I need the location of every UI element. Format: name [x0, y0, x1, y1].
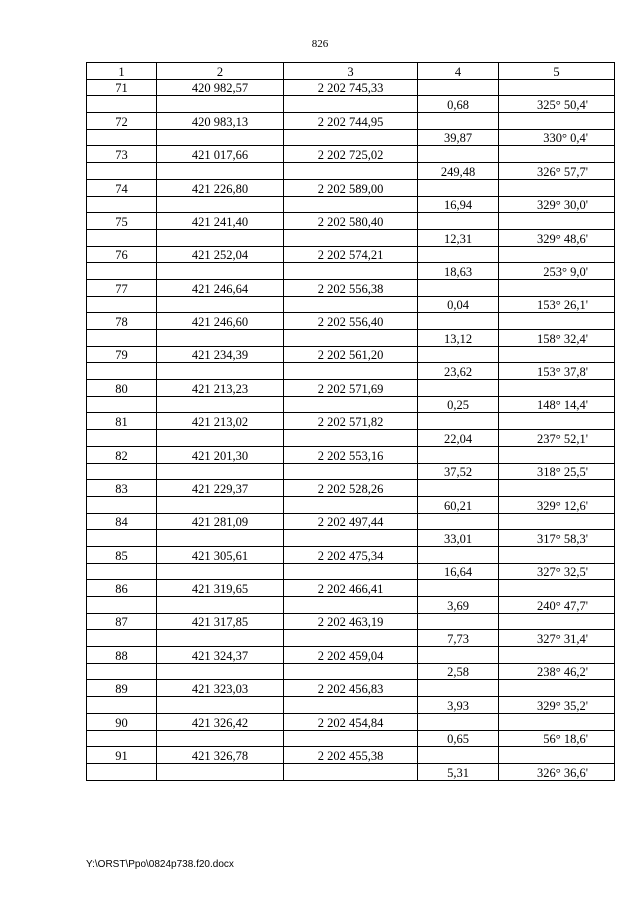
bearing-cell [499, 113, 615, 130]
x-coordinate-cell: 421 326,42 [157, 713, 284, 730]
distance-cell [418, 513, 499, 530]
x-coordinate-cell: 421 246,64 [157, 279, 284, 296]
y-coordinate-cell [284, 263, 418, 280]
bearing-cell: 56° 18,6' [499, 730, 615, 747]
coordinates-table [86, 62, 615, 781]
bearing-cell [499, 313, 615, 330]
point-number-cell: 88 [87, 647, 157, 664]
table-row [87, 163, 615, 180]
point-number-cell [87, 530, 157, 547]
table-row [87, 480, 615, 497]
point-number-cell [87, 263, 157, 280]
x-coordinate-cell: 421 213,02 [157, 413, 284, 430]
bearing-cell: 238° 46,2' [499, 663, 615, 680]
point-number-cell: 90 [87, 713, 157, 730]
x-coordinate-cell [157, 330, 284, 347]
point-number-cell [87, 563, 157, 580]
distance-cell: 33,01 [418, 530, 499, 547]
bearing-cell: 148° 14,4' [499, 396, 615, 413]
point-number-cell: 76 [87, 246, 157, 263]
table-row [87, 279, 615, 296]
point-number-cell: 79 [87, 346, 157, 363]
y-coordinate-cell: 2 202 556,38 [284, 279, 418, 296]
x-coordinate-cell: 420 983,13 [157, 113, 284, 130]
bearing-cell [499, 179, 615, 196]
bearing-cell: 318° 25,5' [499, 463, 615, 480]
bearing-cell: 327° 31,4' [499, 630, 615, 647]
x-coordinate-cell: 421 252,04 [157, 246, 284, 263]
x-coordinate-cell: 421 324,37 [157, 647, 284, 664]
y-coordinate-cell [284, 330, 418, 347]
table-row [87, 79, 615, 96]
y-coordinate-cell [284, 563, 418, 580]
distance-cell: 16,64 [418, 563, 499, 580]
bearing-cell: 153° 37,8' [499, 363, 615, 380]
table-row [87, 129, 615, 146]
x-coordinate-cell [157, 763, 284, 780]
y-coordinate-cell [284, 730, 418, 747]
x-coordinate-cell [157, 96, 284, 113]
distance-cell: 37,52 [418, 463, 499, 480]
table-row [87, 563, 615, 580]
table-row [87, 546, 615, 563]
x-coordinate-cell: 421 017,66 [157, 146, 284, 163]
point-number-cell [87, 430, 157, 447]
distance-cell: 3,93 [418, 697, 499, 714]
point-number-cell [87, 163, 157, 180]
y-coordinate-cell [284, 196, 418, 213]
table-row [87, 747, 615, 764]
bearing-cell: 329° 30,0' [499, 196, 615, 213]
x-coordinate-cell: 421 317,85 [157, 613, 284, 630]
bearing-cell [499, 380, 615, 397]
bearing-cell [499, 279, 615, 296]
y-coordinate-cell [284, 630, 418, 647]
table-row [87, 96, 615, 113]
point-number-cell: 72 [87, 113, 157, 130]
bearing-cell [499, 213, 615, 230]
table-row [87, 630, 615, 647]
bearing-cell [499, 146, 615, 163]
table-row [87, 680, 615, 697]
point-number-cell [87, 697, 157, 714]
x-coordinate-cell: 421 323,03 [157, 680, 284, 697]
bearing-cell [499, 246, 615, 263]
bearing-cell: 153° 26,1' [499, 296, 615, 313]
x-coordinate-cell [157, 229, 284, 246]
table-row [87, 713, 615, 730]
distance-cell: 0,65 [418, 730, 499, 747]
point-number-cell [87, 129, 157, 146]
distance-cell: 23,62 [418, 363, 499, 380]
y-coordinate-cell: 2 202 561,20 [284, 346, 418, 363]
y-coordinate-cell: 2 202 745,33 [284, 79, 418, 96]
y-coordinate-cell: 2 202 528,26 [284, 480, 418, 497]
column-header: 1 [87, 63, 157, 80]
y-coordinate-cell: 2 202 455,38 [284, 747, 418, 764]
distance-cell: 0,04 [418, 296, 499, 313]
bearing-cell: 329° 35,2' [499, 697, 615, 714]
x-coordinate-cell: 421 281,09 [157, 513, 284, 530]
x-coordinate-cell: 421 305,61 [157, 546, 284, 563]
distance-cell: 18,63 [418, 263, 499, 280]
table-row [87, 647, 615, 664]
table-row [87, 613, 615, 630]
distance-cell [418, 446, 499, 463]
y-coordinate-cell: 2 202 725,02 [284, 146, 418, 163]
point-number-cell: 74 [87, 179, 157, 196]
y-coordinate-cell: 2 202 475,34 [284, 546, 418, 563]
y-coordinate-cell: 2 202 571,69 [284, 380, 418, 397]
bearing-cell [499, 613, 615, 630]
x-coordinate-cell: 421 319,65 [157, 580, 284, 597]
x-coordinate-cell [157, 163, 284, 180]
y-coordinate-cell: 2 202 556,40 [284, 313, 418, 330]
y-coordinate-cell [284, 129, 418, 146]
distance-cell [418, 580, 499, 597]
y-coordinate-cell: 2 202 497,44 [284, 513, 418, 530]
y-coordinate-cell [284, 597, 418, 614]
y-coordinate-cell [284, 763, 418, 780]
distance-cell [418, 413, 499, 430]
table-row [87, 430, 615, 447]
distance-cell [418, 480, 499, 497]
distance-cell [418, 613, 499, 630]
table-row [87, 730, 615, 747]
point-number-cell [87, 96, 157, 113]
point-number-cell: 85 [87, 546, 157, 563]
point-number-cell [87, 296, 157, 313]
table-row [87, 246, 615, 263]
table-row [87, 580, 615, 597]
x-coordinate-cell [157, 129, 284, 146]
table-row [87, 196, 615, 213]
distance-cell [418, 79, 499, 96]
x-coordinate-cell [157, 630, 284, 647]
y-coordinate-cell [284, 463, 418, 480]
bearing-cell: 158° 32,4' [499, 330, 615, 347]
bearing-cell [499, 513, 615, 530]
y-coordinate-cell [284, 430, 418, 447]
distance-cell [418, 113, 499, 130]
bearing-cell [499, 79, 615, 96]
x-coordinate-cell [157, 196, 284, 213]
x-coordinate-cell: 421 226,80 [157, 179, 284, 196]
table-row [87, 229, 615, 246]
bearing-cell: 329° 48,6' [499, 229, 615, 246]
y-coordinate-cell: 2 202 553,16 [284, 446, 418, 463]
distance-cell [418, 346, 499, 363]
point-number-cell: 89 [87, 680, 157, 697]
point-number-cell [87, 763, 157, 780]
table-row [87, 763, 615, 780]
bearing-cell: 325° 50,4' [499, 96, 615, 113]
distance-cell [418, 313, 499, 330]
point-number-cell: 86 [87, 580, 157, 597]
distance-cell: 7,73 [418, 630, 499, 647]
x-coordinate-cell [157, 496, 284, 513]
point-number-cell: 84 [87, 513, 157, 530]
table-header-row [87, 63, 615, 80]
x-coordinate-cell: 421 326,78 [157, 747, 284, 764]
distance-cell [418, 213, 499, 230]
page-number: 826 [311, 38, 329, 50]
bearing-cell [499, 546, 615, 563]
distance-cell [418, 179, 499, 196]
distance-cell [418, 146, 499, 163]
table-row [87, 363, 615, 380]
bearing-cell: 240° 47,7' [499, 597, 615, 614]
distance-cell: 60,21 [418, 496, 499, 513]
y-coordinate-cell: 2 202 571,82 [284, 413, 418, 430]
point-number-cell [87, 363, 157, 380]
bearing-cell [499, 580, 615, 597]
table-row [87, 396, 615, 413]
y-coordinate-cell: 2 202 574,21 [284, 246, 418, 263]
table-row [87, 346, 615, 363]
distance-cell: 2,58 [418, 663, 499, 680]
y-coordinate-cell [284, 530, 418, 547]
y-coordinate-cell: 2 202 454,84 [284, 713, 418, 730]
point-number-cell [87, 663, 157, 680]
distance-cell [418, 713, 499, 730]
table-row [87, 179, 615, 196]
y-coordinate-cell [284, 96, 418, 113]
x-coordinate-cell: 421 241,40 [157, 213, 284, 230]
y-coordinate-cell [284, 496, 418, 513]
bearing-cell [499, 480, 615, 497]
distance-cell [418, 747, 499, 764]
point-number-cell [87, 597, 157, 614]
distance-cell: 16,94 [418, 196, 499, 213]
bearing-cell: 330° 0,4' [499, 129, 615, 146]
table-row [87, 146, 615, 163]
y-coordinate-cell: 2 202 459,04 [284, 647, 418, 664]
distance-cell: 22,04 [418, 430, 499, 447]
y-coordinate-cell: 2 202 744,95 [284, 113, 418, 130]
y-coordinate-cell: 2 202 463,19 [284, 613, 418, 630]
table-row [87, 697, 615, 714]
y-coordinate-cell: 2 202 466,41 [284, 580, 418, 597]
table-row [87, 530, 615, 547]
point-number-cell: 81 [87, 413, 157, 430]
y-coordinate-cell [284, 363, 418, 380]
file-path-footer: Y:\ORST\Ppo\0824p738.f20.docx [86, 859, 234, 870]
table-row [87, 463, 615, 480]
y-coordinate-cell [284, 697, 418, 714]
bearing-cell: 326° 57,7' [499, 163, 615, 180]
distance-cell [418, 647, 499, 664]
y-coordinate-cell: 2 202 580,40 [284, 213, 418, 230]
x-coordinate-cell: 420 982,57 [157, 79, 284, 96]
table-row [87, 597, 615, 614]
table-row [87, 263, 615, 280]
distance-cell [418, 680, 499, 697]
distance-cell: 3,69 [418, 597, 499, 614]
point-number-cell: 75 [87, 213, 157, 230]
table-row [87, 313, 615, 330]
table-row [87, 446, 615, 463]
table-row [87, 113, 615, 130]
y-coordinate-cell [284, 296, 418, 313]
point-number-cell: 83 [87, 480, 157, 497]
point-number-cell: 71 [87, 79, 157, 96]
distance-cell: 39,87 [418, 129, 499, 146]
point-number-cell: 73 [87, 146, 157, 163]
bearing-cell: 237° 52,1' [499, 430, 615, 447]
table-row [87, 496, 615, 513]
point-number-cell [87, 396, 157, 413]
bearing-cell [499, 346, 615, 363]
y-coordinate-cell: 2 202 456,83 [284, 680, 418, 697]
point-number-cell [87, 330, 157, 347]
bearing-cell: 327° 32,5' [499, 563, 615, 580]
x-coordinate-cell [157, 697, 284, 714]
distance-cell: 0,25 [418, 396, 499, 413]
distance-cell [418, 546, 499, 563]
bearing-cell [499, 680, 615, 697]
bearing-cell [499, 413, 615, 430]
y-coordinate-cell [284, 396, 418, 413]
point-number-cell [87, 630, 157, 647]
table-row [87, 330, 615, 347]
y-coordinate-cell [284, 163, 418, 180]
table-row [87, 513, 615, 530]
bearing-cell [499, 647, 615, 664]
table-row [87, 213, 615, 230]
x-coordinate-cell: 421 201,30 [157, 446, 284, 463]
distance-cell: 0,68 [418, 96, 499, 113]
x-coordinate-cell [157, 663, 284, 680]
point-number-cell: 78 [87, 313, 157, 330]
point-number-cell [87, 196, 157, 213]
column-header: 4 [418, 63, 499, 80]
table-row [87, 663, 615, 680]
point-number-cell: 77 [87, 279, 157, 296]
point-number-cell: 87 [87, 613, 157, 630]
table-row [87, 413, 615, 430]
bearing-cell: 326° 36,6' [499, 763, 615, 780]
table-row [87, 380, 615, 397]
y-coordinate-cell: 2 202 589,00 [284, 179, 418, 196]
bearing-cell: 253° 9,0' [499, 263, 615, 280]
x-coordinate-cell: 421 246,60 [157, 313, 284, 330]
table-row [87, 296, 615, 313]
distance-cell: 249,48 [418, 163, 499, 180]
point-number-cell [87, 229, 157, 246]
x-coordinate-cell [157, 396, 284, 413]
bearing-cell: 329° 12,6' [499, 496, 615, 513]
distance-cell: 13,12 [418, 330, 499, 347]
x-coordinate-cell [157, 363, 284, 380]
x-coordinate-cell [157, 563, 284, 580]
point-number-cell [87, 463, 157, 480]
x-coordinate-cell: 421 213,23 [157, 380, 284, 397]
y-coordinate-cell [284, 229, 418, 246]
column-header: 2 [157, 63, 284, 80]
bearing-cell: 317° 58,3' [499, 530, 615, 547]
column-header: 3 [284, 63, 418, 80]
distance-cell [418, 246, 499, 263]
distance-cell [418, 380, 499, 397]
x-coordinate-cell [157, 296, 284, 313]
distance-cell [418, 279, 499, 296]
point-number-cell: 91 [87, 747, 157, 764]
point-number-cell [87, 496, 157, 513]
table-body [87, 63, 615, 781]
x-coordinate-cell [157, 730, 284, 747]
x-coordinate-cell [157, 263, 284, 280]
column-header: 5 [499, 63, 615, 80]
x-coordinate-cell: 421 234,39 [157, 346, 284, 363]
bearing-cell [499, 446, 615, 463]
x-coordinate-cell [157, 430, 284, 447]
point-number-cell: 82 [87, 446, 157, 463]
x-coordinate-cell [157, 530, 284, 547]
bearing-cell [499, 713, 615, 730]
distance-cell: 12,31 [418, 229, 499, 246]
y-coordinate-cell [284, 663, 418, 680]
distance-cell: 5,31 [418, 763, 499, 780]
x-coordinate-cell: 421 229,37 [157, 480, 284, 497]
bearing-cell [499, 747, 615, 764]
x-coordinate-cell [157, 463, 284, 480]
point-number-cell [87, 730, 157, 747]
point-number-cell: 80 [87, 380, 157, 397]
x-coordinate-cell [157, 597, 284, 614]
